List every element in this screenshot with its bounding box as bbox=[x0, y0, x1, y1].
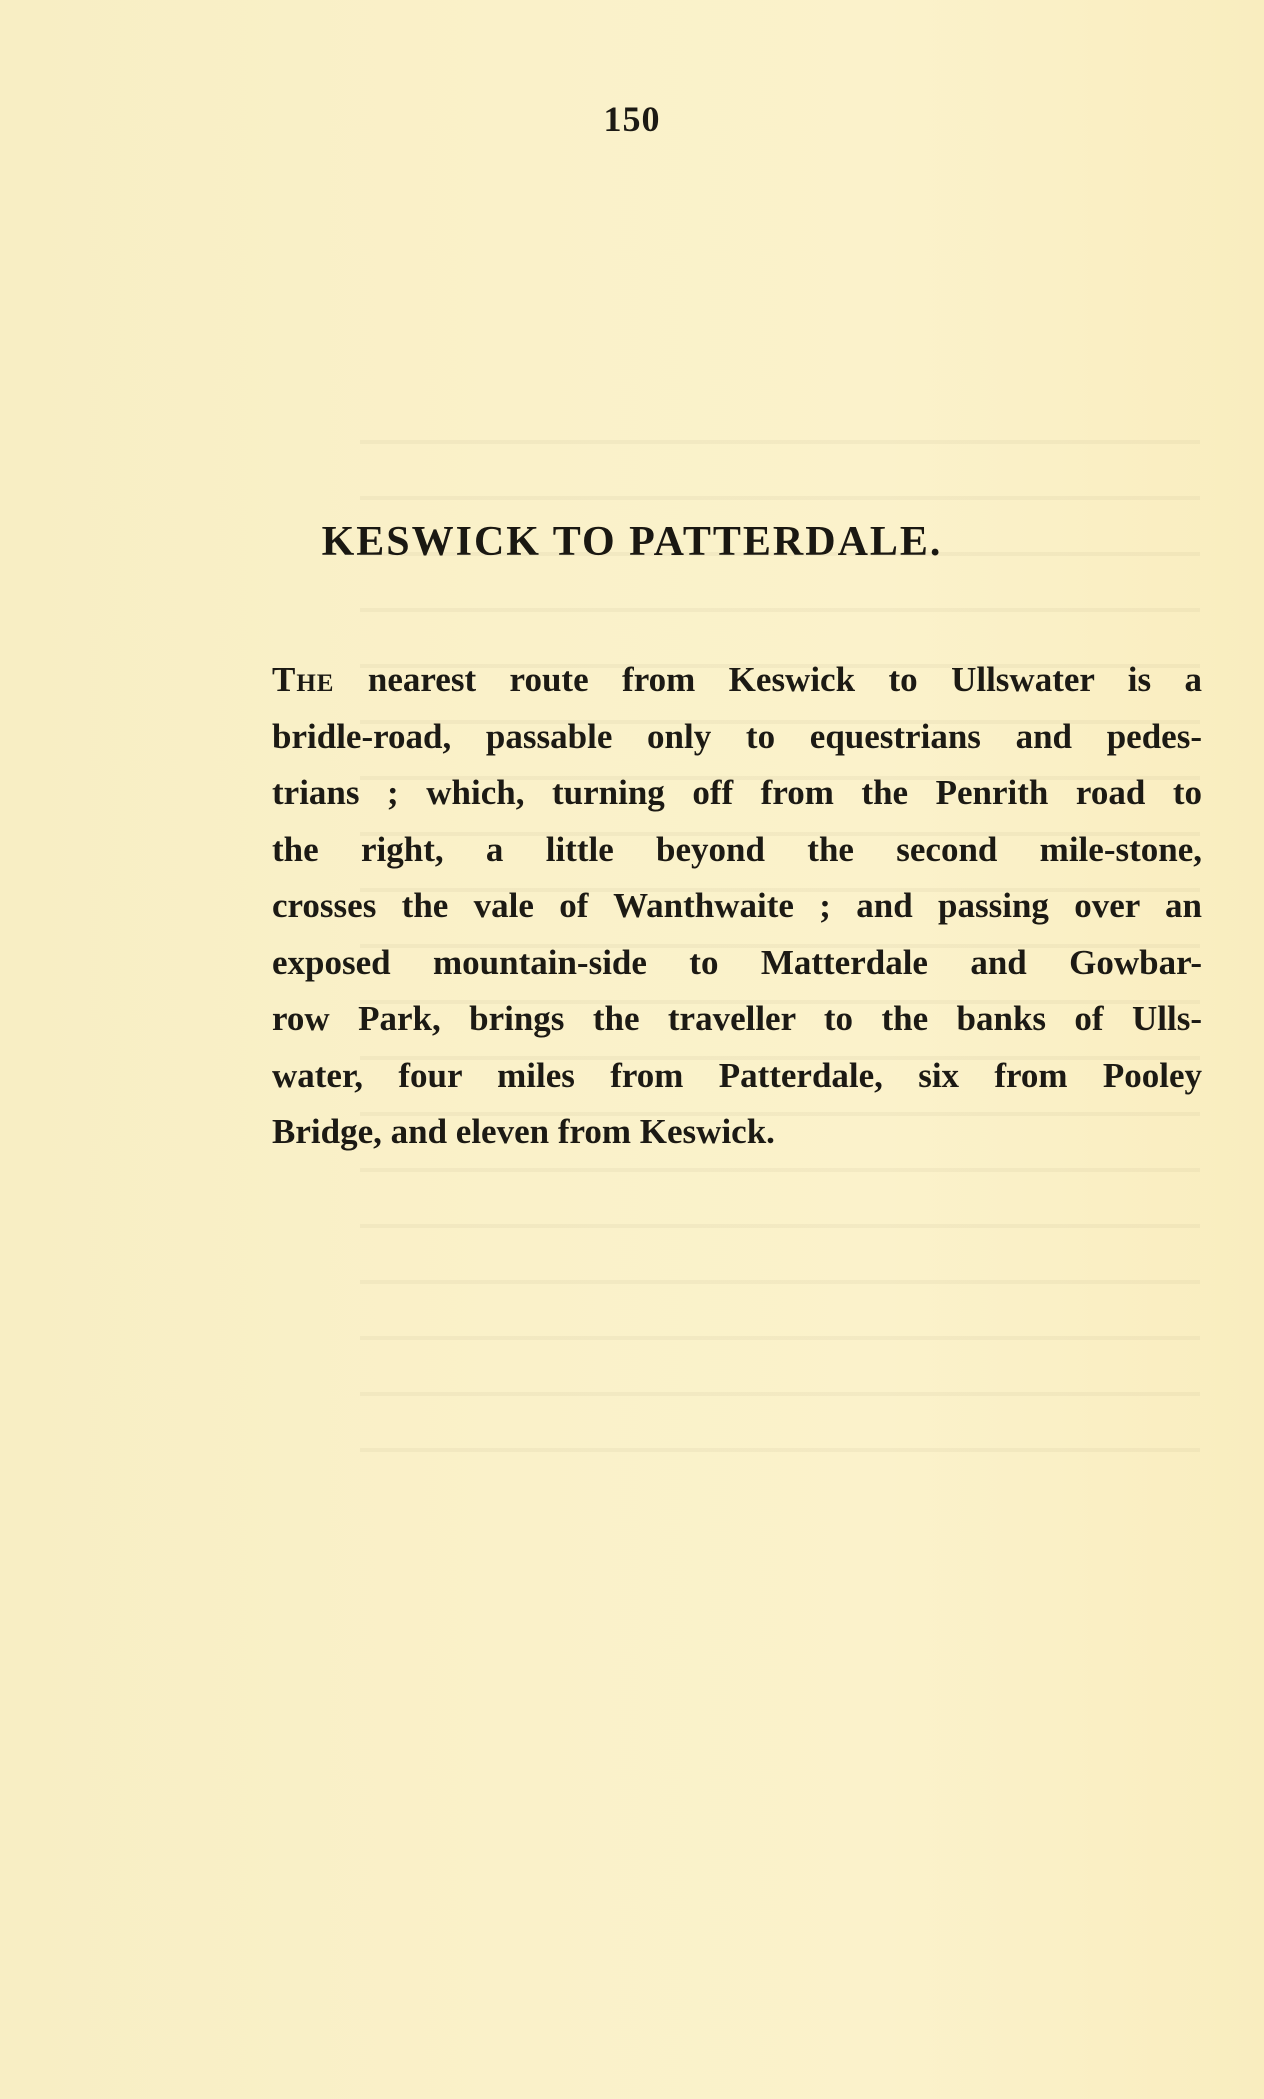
paragraph-line: bridle-road, passable only to equestrians and pedes- bbox=[272, 716, 1202, 756]
paragraph-line: trians ; which, turning off from the Penrith road to bbox=[272, 773, 1202, 812]
page-number: 150 bbox=[603, 99, 661, 139]
paragraph-opening-word: The bbox=[272, 660, 335, 699]
paragraph-line: crosses the vale of Wanthwaite ; and passing over an bbox=[272, 886, 1202, 925]
paragraph-line: exposed mountain-side to Matterdale and Gowbar- bbox=[272, 942, 1202, 982]
body-paragraph bbox=[272, 652, 1202, 1161]
section-heading: KESWICK TO PATTERDALE. bbox=[321, 519, 943, 565]
paragraph-line: water, four miles from Patterdale, six from Pooley bbox=[272, 1055, 1202, 1095]
paragraph-line-text: nearest route from Keswick to Ullswater is a bbox=[334, 660, 1202, 699]
paragraph-line: Bridge, and eleven from Keswick. bbox=[272, 1112, 775, 1151]
paragraph-line: row Park, brings the traveller to the banks of Ulls- bbox=[272, 999, 1202, 1038]
paragraph-line: the right, a little beyond the second mile-stone, bbox=[272, 829, 1202, 869]
paragraph-line bbox=[272, 652, 1202, 709]
